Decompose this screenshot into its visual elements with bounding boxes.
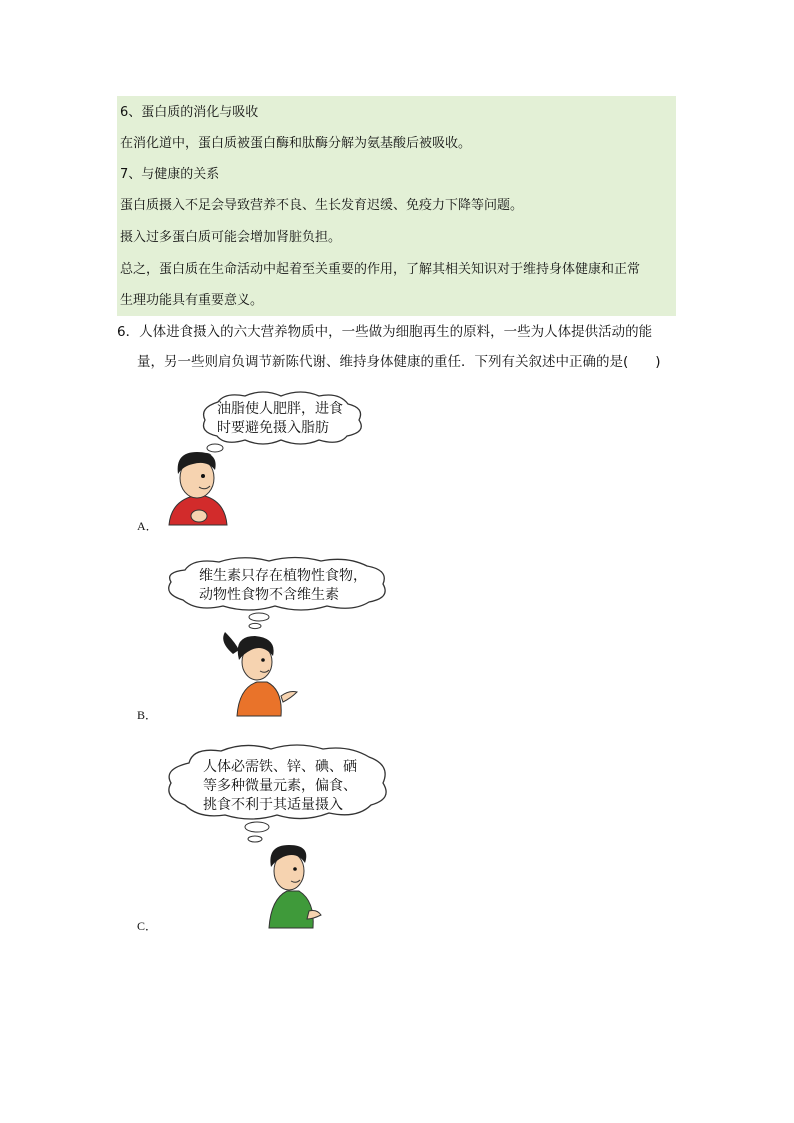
boy-avatar-a: [169, 452, 227, 525]
note-heading-7: 7、与健康的关系: [120, 167, 220, 182]
note-heading-6: 6、蛋白质的消化与吸收: [120, 105, 259, 120]
option-a-illustration: [163, 390, 368, 528]
bubble-c-line3: 挑食不利于其适量摄入: [203, 797, 343, 813]
note-text-6: 在消化道中，蛋白质被蛋白酶和肽酶分解为氨基酸后被吸收。: [120, 136, 472, 151]
thought-bubble-a: [204, 392, 362, 444]
note-summary-line2: 生理功能具有重要意义。: [120, 293, 264, 308]
option-b-illustration: [163, 556, 395, 721]
question-line1: 6．人体进食摄入的六大营养物质中，一些做为细胞再生的原料，一些为人体提供活动的能: [117, 324, 653, 340]
option-c-label[interactable]: C．: [137, 919, 158, 933]
boy-avatar-c: [269, 845, 321, 928]
bubble-c-line2: 等多种微量元素，偏食、: [203, 778, 357, 794]
note-text-7b: 摄入过多蛋白质可能会增加肾脏负担。: [120, 230, 342, 245]
bubble-c-line1: 人体必需铁、锌、碘、硒: [203, 759, 357, 775]
girl-avatar-b: [223, 632, 297, 716]
option-b-label[interactable]: B．: [137, 708, 158, 722]
bubble-a-line1: 油脂使人肥胖，进食: [217, 401, 343, 417]
option-a-label[interactable]: A．: [137, 519, 158, 533]
question-line2: 量，另一些则肩负调节新陈代谢、维持身体健康的重任．下列有关叙述中正确的是( ): [137, 354, 661, 370]
bubble-b-line1: 维生素只存在植物性食物，: [199, 568, 367, 584]
option-c-illustration: [163, 743, 395, 933]
bubble-a-line2: 时要避免摄入脂肪: [217, 420, 329, 436]
bubble-b-line2: 动物性食物不含维生素: [199, 587, 339, 603]
note-text-7a: 蛋白质摄入不足会导致营养不良、生长发育迟缓、免疫力下降等问题。: [120, 198, 524, 213]
note-summary-line1: 总之，蛋白质在生命活动中起着至关重要的作用，了解其相关知识对于维持身体健康和正常: [120, 262, 641, 277]
